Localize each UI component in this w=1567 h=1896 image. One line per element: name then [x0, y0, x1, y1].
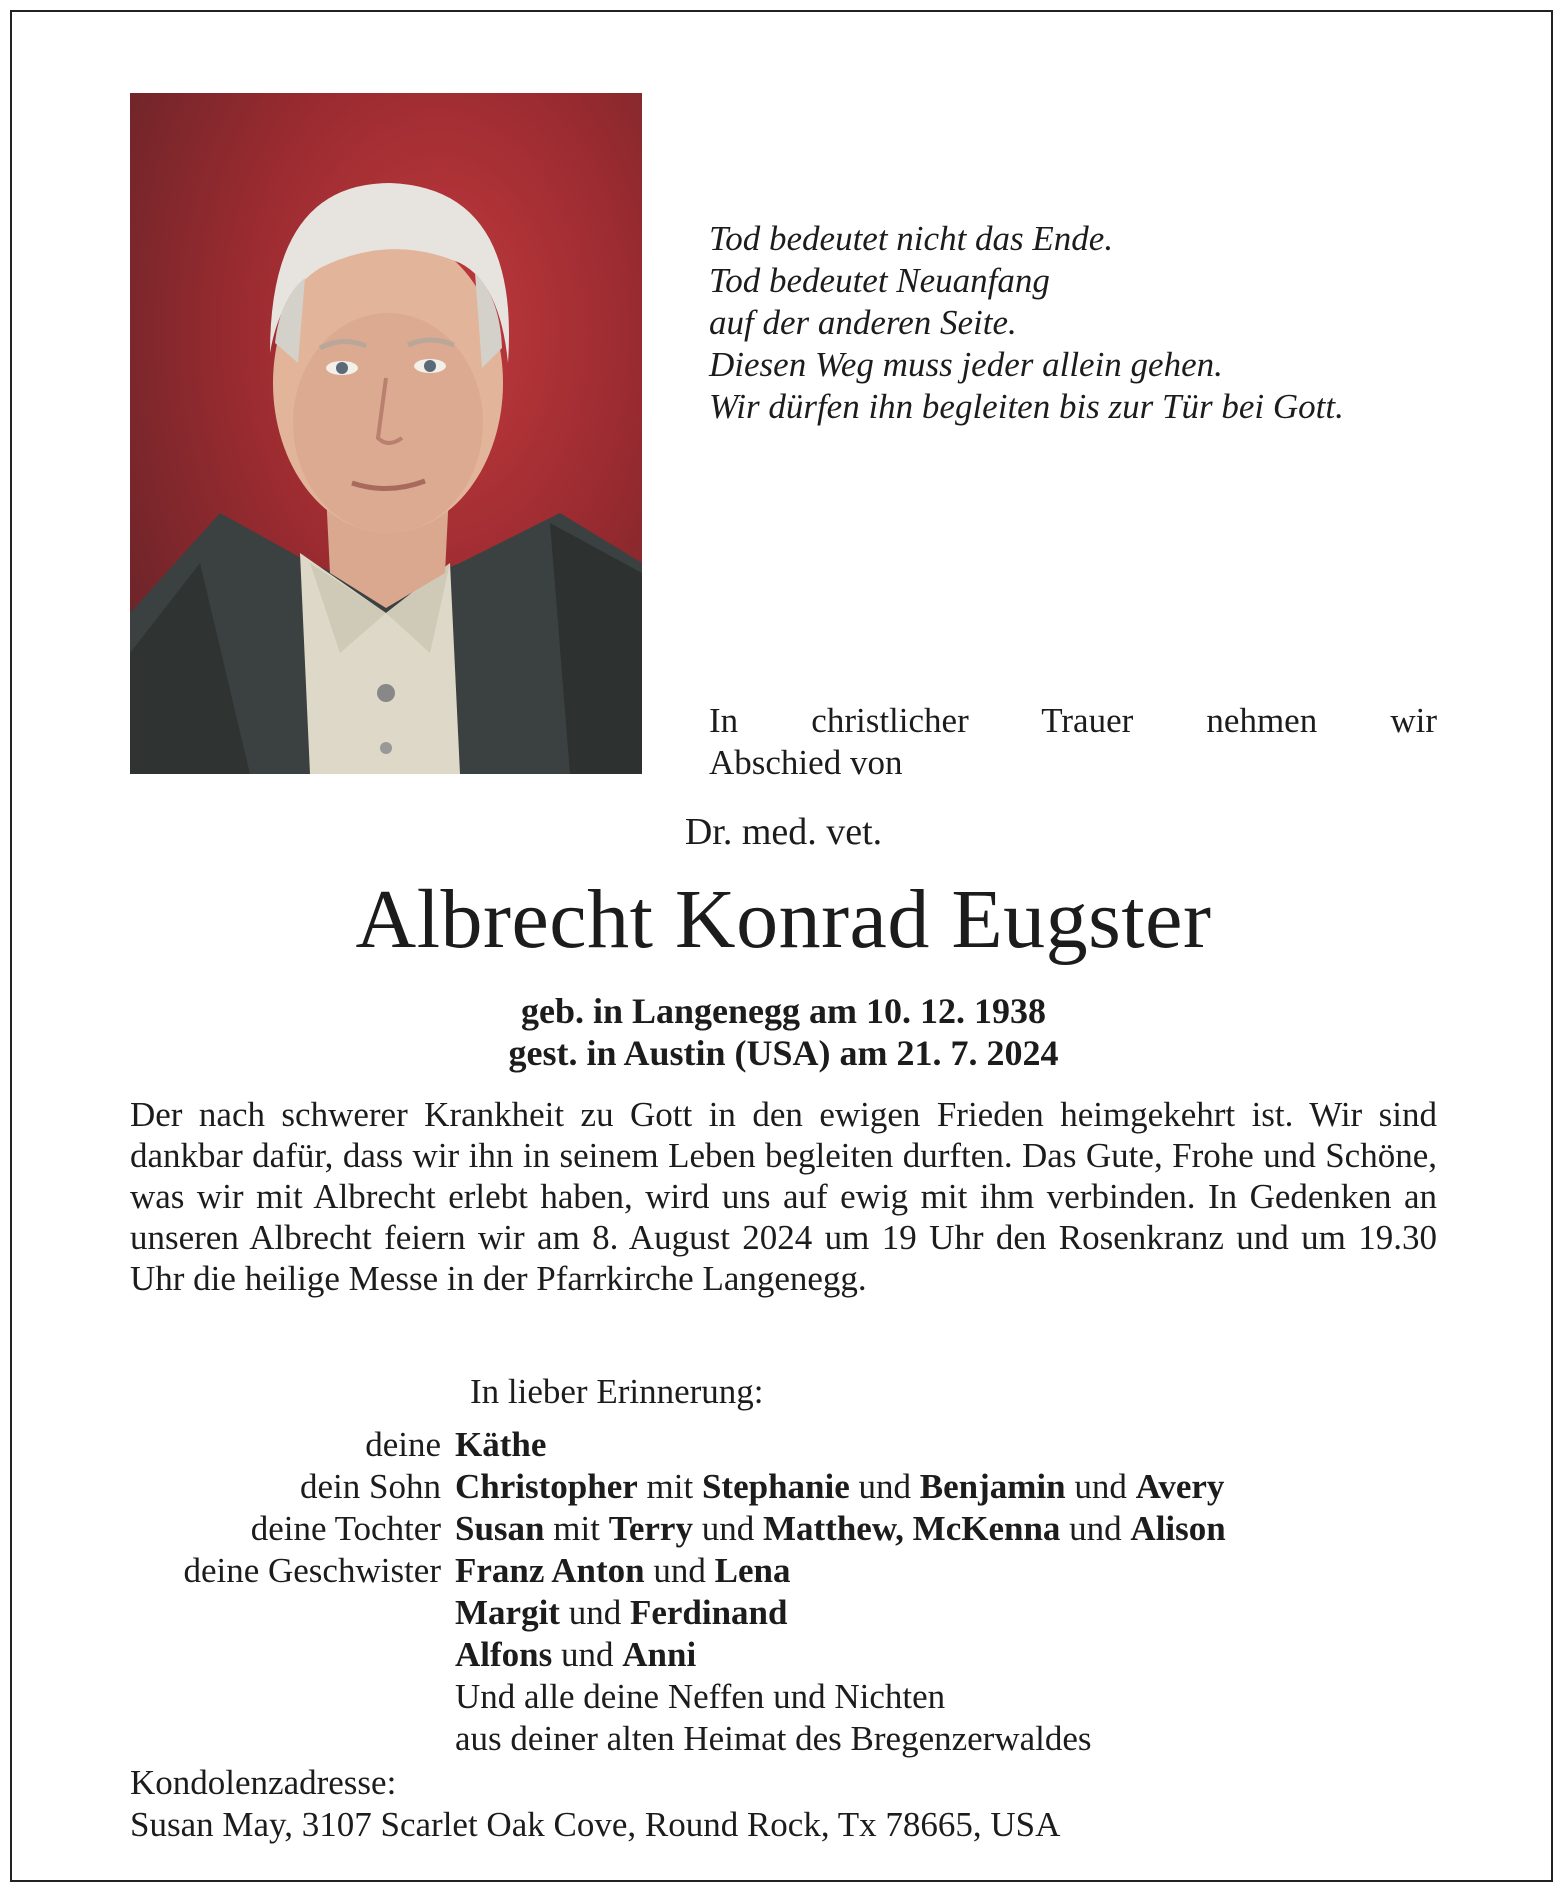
connector: mit [646, 1467, 694, 1506]
connector: und [653, 1551, 706, 1590]
condolence-label: Kondolenzadresse: [130, 1763, 397, 1802]
relation-label [130, 1718, 455, 1760]
relation-label [130, 1634, 455, 1676]
family-name: Alison [1130, 1509, 1226, 1548]
family-names [455, 1550, 1460, 1592]
family-name: Matthew, McKenna [762, 1509, 1061, 1548]
portrait-photo [130, 93, 642, 774]
family-names [455, 1634, 1460, 1676]
relation-label: dein Sohn [300, 1467, 441, 1506]
family-row [130, 1466, 1460, 1508]
family-names [455, 1424, 1460, 1466]
family-row [130, 1508, 1460, 1550]
intro-line: In christlicher Trauer nehmen wir [709, 701, 1437, 740]
relation-label: deine [365, 1425, 441, 1464]
academic-title: Dr. med. vet. [684, 811, 883, 853]
family-row [130, 1718, 1460, 1760]
connector: und [858, 1467, 912, 1506]
connector: und [1069, 1509, 1122, 1548]
family-names [455, 1508, 1460, 1550]
condolence-block [130, 1762, 1060, 1846]
poem-line: Wir dürfen ihn begleiten bis zur Tür bei Gott. [709, 387, 1344, 426]
family-name: Lena [714, 1551, 791, 1590]
family-name: Susan [455, 1509, 545, 1548]
relation-label: deine Tochter [250, 1509, 441, 1548]
connector: und [1074, 1467, 1127, 1506]
life-dates [0, 990, 1567, 1074]
family-name: Anni [622, 1635, 697, 1674]
family-name: Margit [455, 1593, 560, 1632]
deceased-name: Albrecht Konrad Eugster [355, 873, 1212, 966]
intro-line: Abschied von [709, 743, 903, 782]
family-name: Benjamin [919, 1467, 1066, 1506]
death-date: gest. in Austin (USA) am 21. 7. 2024 [508, 1033, 1059, 1073]
relation-label [130, 1592, 455, 1634]
condolence-address: Susan May, 3107 Scarlet Oak Cove, Round Rock, Tx 78665, USA [130, 1805, 1061, 1844]
obituary-text: Der nach schwerer Krankheit zu Gott in den ewigen Frieden heimgekehrt ist. Wir sind dankbar dafür, dass wir ihn in seinem Leben begleiten durften. Das Gute, Frohe und Schöne, was wir mit Albrecht erlebt haben, wird uns auf ewig mit ihm verbinden. In Gedenken an unseren Albrecht feiern wir am 8. August 2024 um 19 Uhr den Rosenkranz und um 19.30 Uhr die heilige Messe in der Pfarrkirche Langenegg. [130, 1095, 1437, 1298]
family-name: Franz Anton [455, 1551, 645, 1590]
family-name: Käthe [455, 1425, 547, 1464]
family-row [130, 1424, 1460, 1466]
poem-line: auf der anderen Seite. [709, 303, 1017, 342]
family-name: Alfons [455, 1635, 553, 1674]
family-name: Ferdinand [629, 1593, 788, 1632]
family-list [130, 1424, 1460, 1760]
family-name: Terry [608, 1509, 693, 1548]
family-names [455, 1466, 1460, 1508]
family-row [130, 1634, 1460, 1676]
family-name: Stephanie [701, 1467, 850, 1506]
family-name: Avery [1135, 1467, 1225, 1506]
family-row [130, 1592, 1460, 1634]
connector: und [561, 1635, 614, 1674]
relation-label: deine Geschwister [183, 1551, 441, 1590]
family-row [130, 1676, 1460, 1718]
family-names [455, 1592, 1460, 1634]
poem [709, 218, 1449, 428]
connector: und [701, 1509, 755, 1548]
remembrance-label: In lieber Erinnerung: [470, 1372, 764, 1411]
family-name: Christopher [455, 1467, 638, 1506]
poem-line: Diesen Weg muss jeder allein gehen. [709, 345, 1223, 384]
connector: mit [553, 1509, 600, 1548]
portrait-illustration [130, 93, 642, 774]
poem-line: Tod bedeutet nicht das Ende. [709, 219, 1114, 258]
homeland-line: aus deiner alten Heimat des Bregenzerwaldes [455, 1719, 1092, 1758]
nephews-line: Und alle deine Neffen und Nichten [455, 1677, 946, 1716]
relation-label [130, 1676, 455, 1718]
family-row [130, 1550, 1460, 1592]
birth-date: geb. in Langenegg am 10. 12. 1938 [520, 991, 1047, 1031]
farewell-intro [709, 700, 1437, 784]
connector: und [568, 1593, 622, 1632]
poem-line: Tod bedeutet Neuanfang [709, 261, 1050, 300]
